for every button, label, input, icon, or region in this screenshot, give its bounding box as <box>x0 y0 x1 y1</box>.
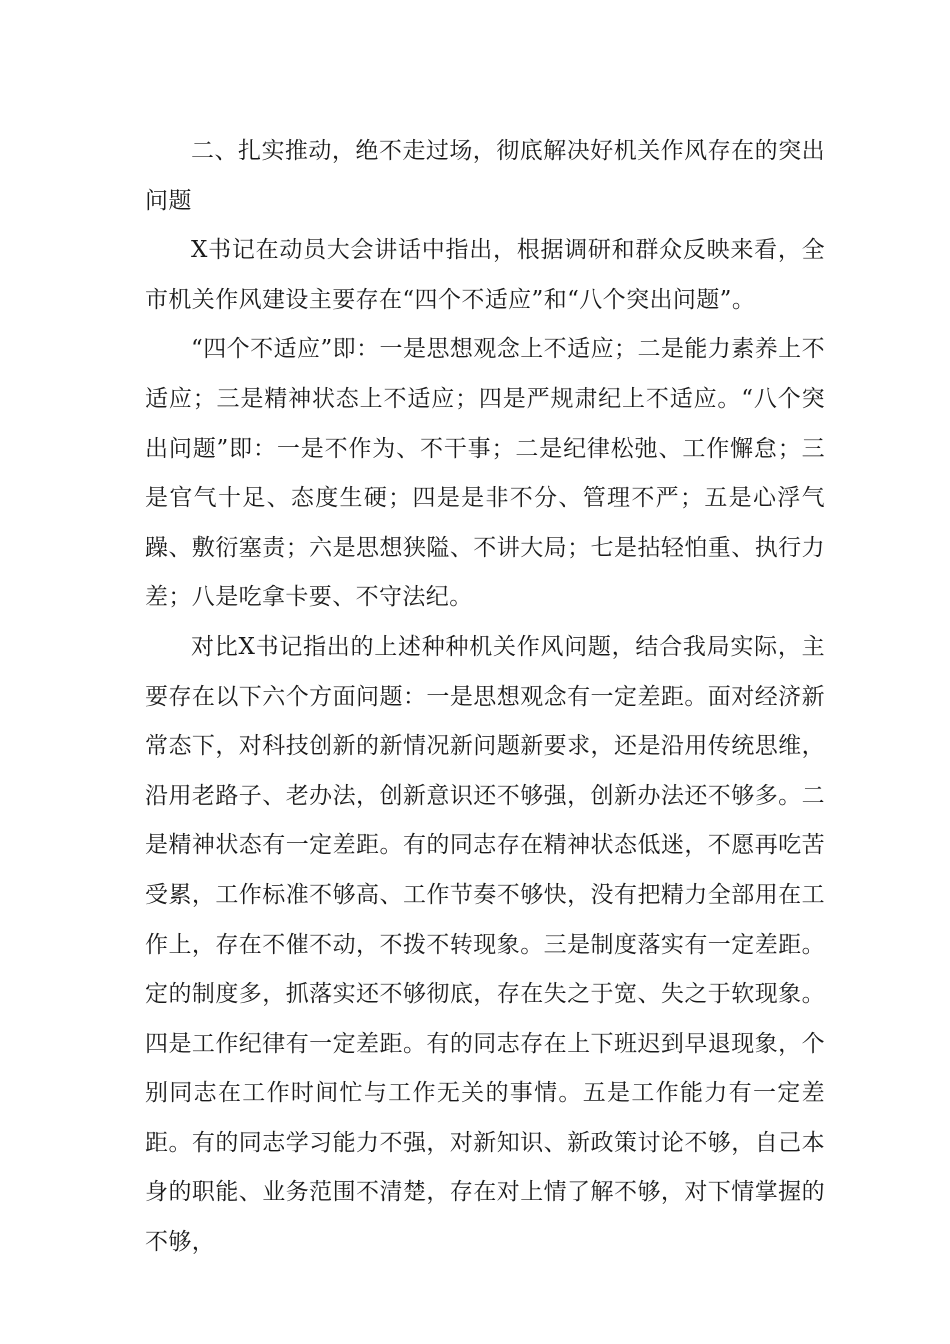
paragraph-problems-list: “四个不适应”即：一是思想观念上不适应；二是能力素养上不适应；三是精神状态上不适应；四是严规肃纪上不适应。“八个突出问题”即：一是不作为、不干事；二是纪律松弛、工作懈怠；三是官气十足、态度生硬；四是是非不分、管理不严；五是心浮气躁、敷衍塞责；六是思想狭隘、不讲大局；七是拈轻怕重、执行力差；八是吃拿卡要、不守法纪。 <box>145 336 825 611</box>
document-body <box>145 127 825 1268</box>
paragraph-speech-summary: X书记在动员大会讲话中指出，根据调研和群众反映来看，全市机关作风建设主要存在“四个不适应”和“八个突出问题”。 <box>145 237 825 313</box>
paragraph-bureau-problems: 对比X书记指出的上述种种机关作风问题，结合我局实际，主要存在以下六个方面问题：一是思想观念有一定差距。面对经济新常态下，对科技创新的新情况新问题新要求，还是沿用传统思维，沿用老路子、老办法，创新意识还不够强，创新办法还不够多。二是精神状态有一定差距。有的同志存在精神状态低迷，不愿再吃苦受累，工作标准不够高、工作节奏不够快，没有把精力全部用在工作上，存在不催不动，不拨不转现象。三是制度落实有一定差距。定的制度多，抓落实还不够彻底，存在失之于宽、失之于软现象。四是工作纪律有一定差距。有的同志存在上下班迟到早退现象，个别同志在工作时间忙与工作无关的事情。五是工作能力有一定差距。有的同志学习能力不强，对新知识、新政策讨论不够，自己本身的职能、业务范围不清楚，存在对上情了解不够，对下情掌握的不够， <box>145 633 825 1256</box>
section-heading: 二、扎实推动，绝不走过场，彻底解决好机关作风存在的突出问题 <box>145 138 825 214</box>
